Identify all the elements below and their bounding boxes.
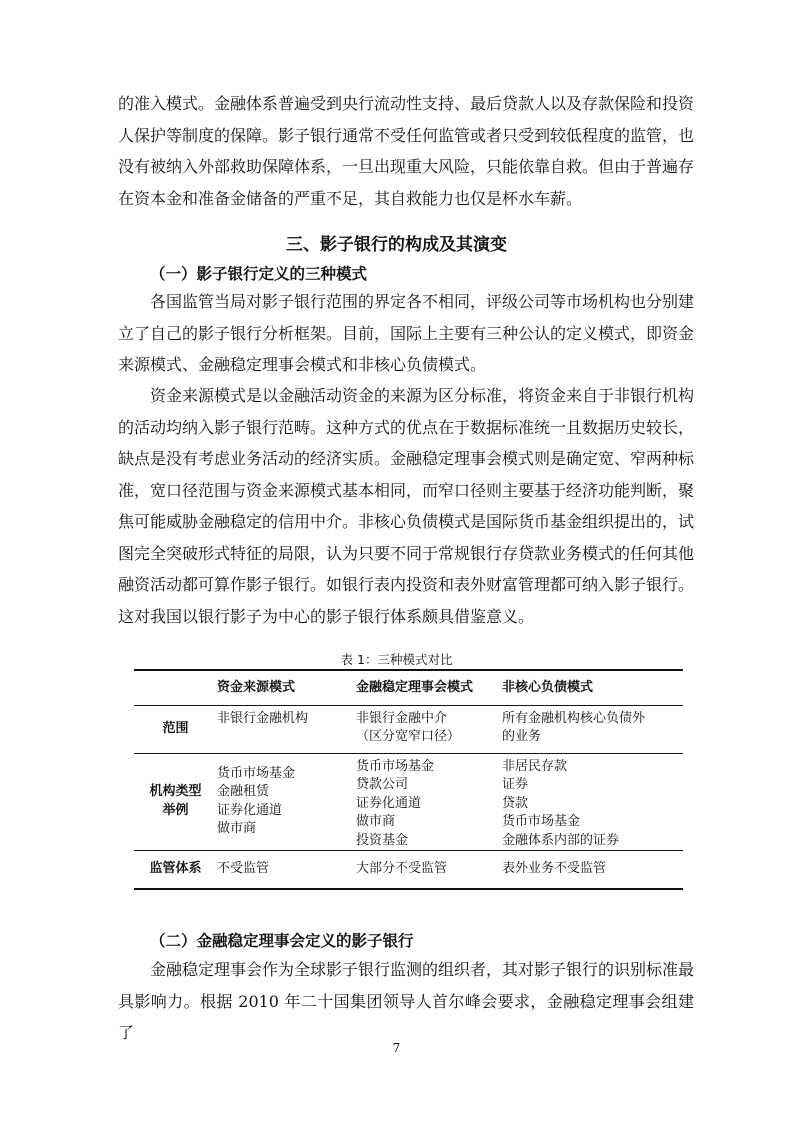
table-header-fsb: 金融稳定理事会模式: [356, 670, 502, 705]
row-label-regulation: 监管体系: [134, 851, 217, 889]
table-header-funding-source: 资金来源模式: [217, 670, 356, 705]
section-title: 三、影子银行的构成及其演变: [286, 235, 507, 255]
table-cell: 非居民存款 证券 贷款 货币市场基金 金融体系内部的证券: [502, 753, 683, 851]
table-cell: 不受监管: [217, 851, 356, 889]
body-paragraph-3: 金融稳定理事会作为全球影子银行监测的组织者，其对影子银行的识别标准最具影响力。根据 2010 年二十国集团领导人首尔峰会要求，金融稳定理事会组建了: [118, 960, 695, 1042]
row-label-scope: 范围: [162, 720, 189, 736]
table-cell: 表外业务不受监管: [502, 851, 683, 889]
table-cell: 大部分不受监管: [356, 851, 502, 889]
page-number: 7: [392, 1041, 401, 1055]
table-header-row: [134, 670, 683, 705]
table-row-regulation: [134, 851, 683, 889]
body-paragraph-2: 资金来源模式是以金融活动资金的来源为区分标准，将资金来自于非银行机构的活动均纳入影子银行范畴。这种方式的优点在于数据标准统一且数据历史较长，缺点是没有考虑业务活动的经济实质。金融稳定理事会模式则是确定宽、窄两种标准，宽口径范围与资金来源模式基本相同，而窄口径则主要基于经济功能判断，聚焦可能威胁金融稳定的信用中介。非核心负债模式是国际货币基金组织提出的，试图完全突破形式特征的局限，认为只要不同于常规银行存贷款业务模式的任何其他融资活动都可算作影子银行。如银行表内投资和表外财富管理都可纳入影子银行。这对我国以银行影子为中心的影子银行体系颇具借鉴意义。: [118, 386, 695, 626]
row-label-institution-examples: 机构类型 举例: [134, 753, 217, 851]
subsection-title-2: （二）金融稳定理事会定义的影子银行: [150, 932, 414, 950]
table-cell: 所有金融机构核心负债外 的业务: [502, 710, 646, 744]
table-row-scope: [134, 705, 683, 753]
table-cell: 货币市场基金 金融租赁 证券化通道 做市商: [217, 753, 356, 851]
comparison-table: [134, 669, 683, 890]
table-header-empty: [134, 670, 217, 705]
body-paragraph-1: 各国监管当局对影子银行范围的界定各不相同，评级公司等市场机构也分别建立了自己的影子银行分析框架。目前，国际上主要有三种公认的定义模式，即资金来源模式、金融稳定理事会模式和非核心负债模式。: [118, 292, 695, 374]
table-cell: 非银行金融机构: [217, 710, 309, 726]
table-row-institution-examples: [134, 753, 683, 851]
table-caption: 表 1：三种模式对比: [340, 652, 453, 667]
body-paragraph-continued: 的准入模式。金融体系普遍受到央行流动性支持、最后贷款人以及存款保险和投资人保护等制度的保障。影子银行通常不受任何监管或者只受到较低程度的监管，也没有被纳入外部救助保障体系，一旦出现重大风险，只能依靠自救。但由于普遍存在资本金和准备金储备的严重不足，其自救能力也仅是杯水车薪。: [118, 94, 695, 208]
table-header-noncore-liability: 非核心负债模式: [502, 670, 683, 705]
table-cell: 非银行金融中介 （区分宽窄口径）: [356, 710, 461, 744]
subsection-title-1: （一）影子银行定义的三种模式: [150, 265, 368, 283]
table-cell: 货币市场基金 贷款公司 证券化通道 做市商 投资基金: [356, 753, 502, 851]
